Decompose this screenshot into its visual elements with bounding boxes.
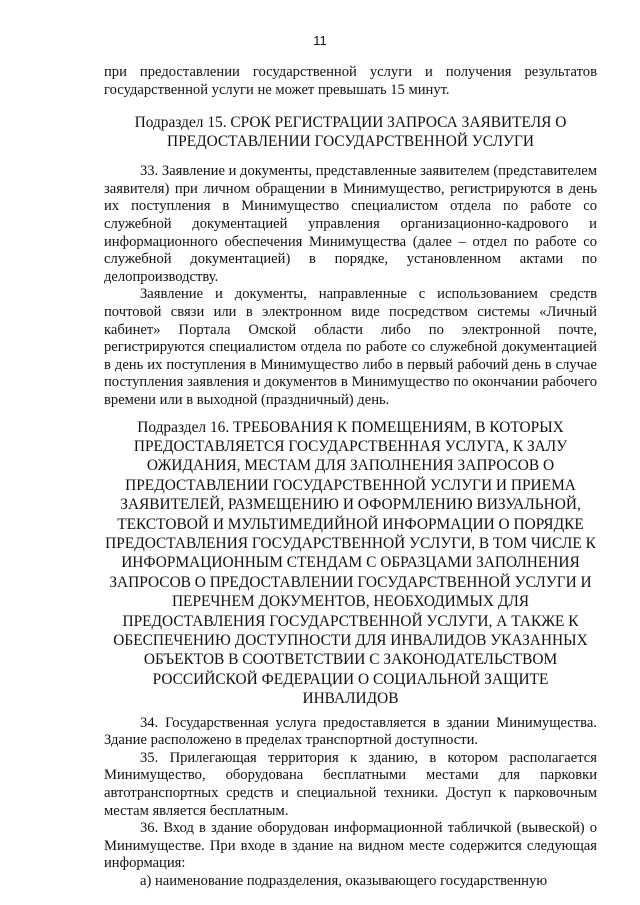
intro-paragraph: при предоставлении государственной услуги и получения результатов государственной услуги не может превышать 15 минут. [104,64,597,98]
paragraph-35: 35. Прилегающая территория к зданию, в котором располагается Минимущество, оборудована бесплатными местами для парковки автотранспортных средств и специальной техники. Доступ к парковочным местам является бесплатным. [104,749,597,819]
document-body [104,64,597,891]
page-number: 11 [313,33,327,48]
paragraph-33: 33. Заявление и документы, представленные заявителем (представителем заявителя) при личном обращении в Минимущество, регистрируются в день их поступления в Минимущество специалистом отдела по работе со служебной документацией управления организационно-кадрового и информационного обеспечения Минимущества (далее – отдел по работе со служебной документацией) в порядке, установленном актами по делопроизводству. [104,163,597,285]
paragraph-36-item-a: а) наименование подразделения, оказывающего государственную [140,872,548,889]
paragraph-34: 34. Государственная услуга предоставляется в здании Минимущества. Здание расположено в пределах транспортной доступности. [104,714,597,749]
subsection-16-heading: Подраздел 16. ТРЕБОВАНИЯ К ПОМЕЩЕНИЯМ, В КОТОРЫХ ПРЕДОСТАВЛЯЕТСЯ ГОСУДАРСТВЕННАЯ УСЛУГА, К ЗАЛУ ОЖИДАНИЯ, МЕСТАМ ДЛЯ ЗАПОЛНЕНИЯ ЗАПРОСОВ О ПРЕДОСТАВЛЕНИИ ГОСУДАРСТВЕННОЙ УСЛУГИ И ПРИЕМА ЗАЯВИТЕЛЕЙ, РАЗМЕЩЕНИЮ И ОФОРМЛЕНИЮ ВИЗУАЛЬНОЙ, ТЕКСТОВОЙ И МУЛЬТИМЕДИЙНОЙ ИНФОРМАЦИИ О ПОРЯДКЕ ПРЕДОСТАВЛЕНИЯ ГОСУДАРСТВЕННОЙ УСЛУГИ, В ТОМ ЧИСЛЕ К ИНФОРМАЦИОННЫМ СТЕНДАМ С ОБРАЗЦАМИ ЗАПОЛНЕНИЯ ЗАПРОСОВ О ПРЕДОСТАВЛЕНИИ ГОСУДАРСТВЕННОЙ УСЛУГИ И ПЕРЕЧНЕМ ДОКУМЕНТОВ, НЕОБХОДИМЫХ ДЛЯ ПРЕДОСТАВЛЕНИЯ ГОСУДАРСТВЕННОЙ УСЛУГИ, А ТАКЖЕ К ОБЕСПЕЧЕНИЮ ДОСТУПНОСТИ ДЛЯ ИНВАЛИДОВ УКАЗАННЫХ ОБЪЕКТОВ В СООТВЕТСТВИИ С ЗАКОНОДАТЕЛЬСТВОМ РОССИЙСКОЙ ФЕДЕРАЦИИ О СОЦИАЛЬНОЙ ЗАЩИТЕ ИНВАЛИДОВ [105,418,596,708]
subsection-15-heading: Подраздел 15. СРОК РЕГИСТРАЦИИ ЗАПРОСА ЗАЯВИТЕЛЯ О ПРЕДОСТАВЛЕНИИ ГОСУДАРСТВЕННОЙ УСЛУГИ [134,114,567,151]
paragraph-36: 36. Вход в здание оборудован информационной табличкой (вывеской) о Минимуществе. При входе в здание на видном месте содержится следующая информация: [104,820,597,872]
paragraph-33-continued: Заявление и документы, направленные с использованием средств почтовой связи или в электронном виде посредством системы «Личный кабинет» Портала Омской области либо по электронной почте, регистрируются специалистом отдела по работе со служебной документацией в день их поступления в Минимущество либо в первый рабочий день в случае поступления заявления и документов в Минимущество по окончании рабочего времени или в выходной (праздничный) день. [104,286,597,408]
